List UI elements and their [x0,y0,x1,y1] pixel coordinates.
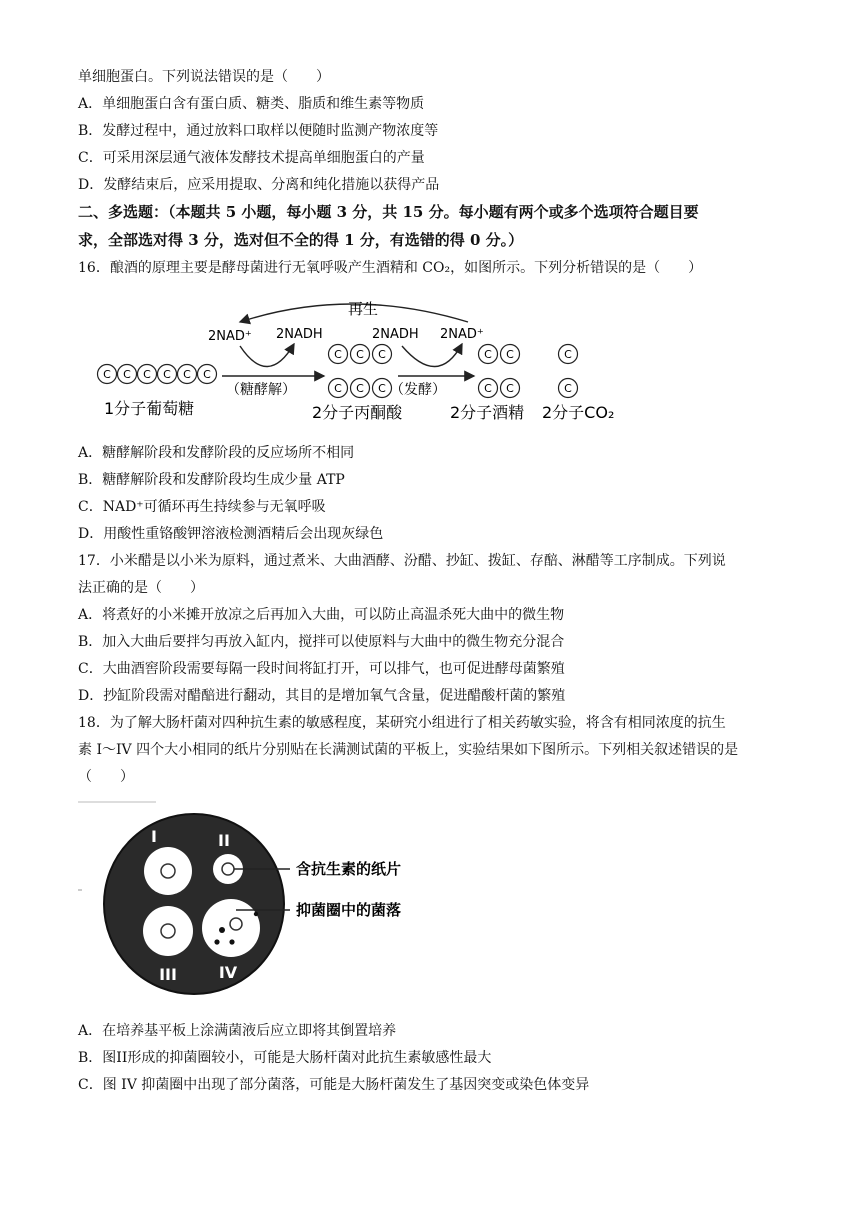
q18-stem-line3: （ ） [78,769,134,785]
nad-label-2: 2NAD⁺ [440,327,484,342]
pyruvate-carbons [329,345,392,398]
fermentation-diagram [90,292,630,430]
svg-text:C: C [143,368,151,381]
regen-label: 再生 [348,300,379,318]
svg-text:C: C [163,368,171,381]
q15-option-a: A．单细胞蛋白含有蛋白质、糖类、脂质和维生素等物质 [78,96,425,112]
label-iii: III [159,965,177,984]
fermentation-label: （发酵） [390,382,446,398]
svg-text:C: C [123,368,131,381]
nad-label-1: 2NAD⁺ [208,329,252,344]
glycolysis-label: （糖酵解） [226,382,296,398]
svg-text:C: C [484,382,492,395]
svg-text:C: C [334,348,342,361]
svg-text:C: C [356,382,364,395]
q16-option-c: C．NAD⁺可循环再生持续参与无氧呼吸 [78,499,326,515]
q15-option-d: D．发酵结束后，应采用提取、分离和纯化措施以获得产品 [78,177,440,193]
svg-text:C: C [506,348,514,361]
section-header-line1: 二、多选题：（本题共 5 小题，每小题 3 分，共 15 分。每小题有两个或多个选项符合题目要 [78,203,699,221]
inhibition-zone-1 [144,847,192,895]
nadh-label-1: 2NADH [276,327,323,342]
q17-option-a: A．将煮好的小米摊开放凉之后再加入大曲，可以防止高温杀死大曲中的微生物 [78,607,565,623]
svg-text:C: C [334,382,342,395]
q17-option-c: C．大曲酒窖阶段需要每隔一段时间将缸打开，可以排气，也可促进酵母菌繁殖 [78,661,565,677]
co2-caption: 2分子CO₂ [542,403,615,422]
ethanol-caption: 2分子酒精 [450,403,525,422]
svg-text:C: C [378,382,386,395]
q18-option-a: A．在培养基平板上涂满菌液后应立即将其倒置培养 [78,1023,397,1039]
antibiotic-plate-diagram [76,798,456,1008]
svg-text:C: C [378,348,386,361]
glucose-caption: 1分子葡萄糖 [104,399,195,418]
svg-text:C: C [506,382,514,395]
co2-carbons [559,345,578,398]
q16-option-a: A．糖酵解阶段和发酵阶段的反应场所不相同 [78,445,355,461]
svg-text:C: C [564,348,572,361]
svg-text:C: C [484,348,492,361]
q18-option-b: B．图II形成的抑菌圈较小，可能是大肠杆菌对此抗生素敏感性最大 [78,1050,492,1066]
q17-stem-line1: 17．小米醋是以小米为原料，通过煮米、大曲酒酵、汾醋、抄缸、拨缸、存醅、淋醋等工序制成。下列说 [78,553,726,569]
label-i: I [151,827,157,846]
label-paper-disc: 含抗生素的纸片 [296,860,402,878]
pyruvate-caption: 2分子丙酮酸 [312,403,403,422]
svg-text:C: C [203,368,211,381]
svg-text:C: C [564,382,572,395]
glycolysis-nad-arrow [240,344,294,367]
section-header-line2: 求，全部选对得 3 分，选对但不全的得 1 分，有选错的得 0 分。） [78,231,524,249]
petri-plate [104,814,284,994]
q16-option-d: D．用酸性重铬酸钾溶液检测酒精后会出现灰绿色 [78,526,384,542]
q15-option-b: B．发酵过程中，通过放料口取样以便随时监测产物浓度等 [78,123,439,139]
svg-text:C: C [183,368,191,381]
q18-option-c: C．图 IV 抑菌圈中出现了部分菌落，可能是大肠杆菌发生了基因突变或染色体变异 [78,1077,590,1093]
glucose-carbons [98,365,217,384]
q18-stem-line2: 素 I～IV 四个大小相同的纸片分别贴在长满测试菌的平板上，实验结果如下图所示。下列相关叙述错误的是 [78,742,739,758]
inhibition-zone-3 [143,906,193,956]
q17-option-d: D．抄缸阶段需对醋醅进行翻动，其目的是增加氧气含量，促进醋酸杆菌的繁殖 [78,688,566,704]
label-iv: IV [218,963,238,982]
ethanol-carbons [479,345,520,398]
q18-stem-line1: 18．为了解大肠杆菌对四种抗生素的敏感程度，某研究小组进行了相关药敏实验，将含有相同浓度的抗生 [78,715,726,731]
q16-stem: 16．酿酒的原理主要是酵母菌进行无氧呼吸产生酒精和 CO₂，如图所示。下列分析错误的是（ ） [78,260,703,276]
fermentation-nad-arrow [402,344,462,367]
nadh-label-2: 2NADH [372,327,419,342]
q15-option-c: C．可采用深层通气液体发酵技术提高单细胞蛋白的产量 [78,150,425,166]
svg-text:C: C [103,368,111,381]
q17-option-b: B．加入大曲后要拌匀再放入缸内，搅拌可以使原料与大曲中的微生物充分混合 [78,634,565,650]
q17-stem-line2: 法正确的是（ ） [78,580,204,596]
label-ii: II [218,831,230,850]
label-colonies: 抑菌圈中的菌落 [296,901,402,919]
q16-option-b: B．糖酵解阶段和发酵阶段均生成少量 ATP [78,472,345,488]
svg-text:C: C [356,348,364,361]
q15-stem-tail: 单细胞蛋白。下列说法错误的是（ ） [78,69,330,85]
